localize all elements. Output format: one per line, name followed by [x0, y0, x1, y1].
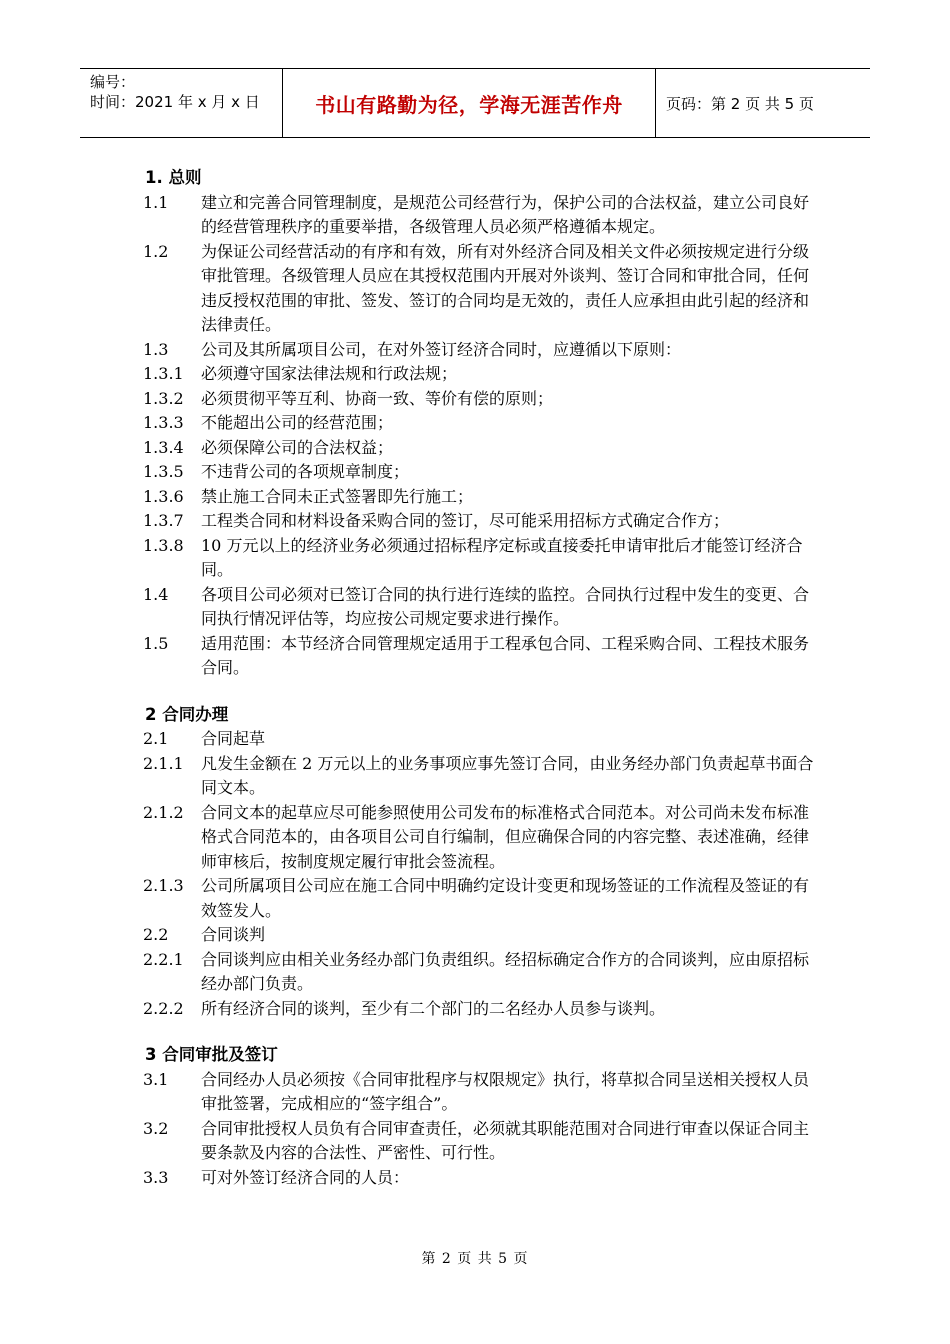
clause-text: 禁止施工合同未正式签署即先行施工； [201, 486, 474, 506]
clause-number: 2.1 [143, 729, 169, 748]
clause-text: 工程类合同和材料设备采购合同的签订，尽可能采用招标方式确定合作方； [201, 511, 730, 530]
clause-text: 合同文本的起草应尽可能参照使用公司发布的标准格式合同范本。对公司尚未发布标准格式合同范本的，由各项目公司自行编制，但应确保合同的内容完整、表述准确，经律师审核后，按制度规定履行审批会签流程。 [201, 802, 810, 871]
clause-text: 为保证公司经营活动的有序和有效，所有对外经济合同及相关文件必须按规定进行分级审批管理。各级管理人员应在其授权范围内开展对外谈判、签订合同和审批合同，任何违反授权范围的审批、签发、签订的合同均是无效的，责任人应承担由此引起的经济和法律责任。 [201, 241, 810, 334]
clause-text: 建立和完善合同管理制度，是规范公司经营行为，保护公司的合法权益，建立公司良好的经营管理秩序的重要举措，各级管理人员必须严格遵循本规定。 [201, 192, 810, 236]
document-body [143, 166, 823, 1190]
clause-number: 3.3 [143, 1167, 169, 1187]
clause-text: 不能超出公司的经营范围； [201, 413, 394, 432]
header-meta [80, 69, 283, 137]
clause-number: 2.1.3 [143, 876, 184, 895]
clause-text: 合同经办人员必须按《合同审批程序与权限规定》执行，将草拟合同呈送相关授权人员审批签署，完成相应的“签字组合”。 [201, 1069, 810, 1113]
clause-number: 1.3 [143, 339, 169, 359]
page-footer: 第 2 页 共 5 页 [421, 1251, 529, 1267]
clause-2-2-2 [143, 997, 823, 1022]
clause-number: 2.2.1 [143, 949, 184, 969]
clause-2-1-1 [143, 752, 823, 801]
doc-number-label: 编号： [90, 73, 136, 91]
clause-number: 1.3.4 [143, 437, 184, 457]
clause-text: 合同审批授权人员负有合同审查责任，必须就其职能范围对合同进行审查以保证合同主要条款及内容的合法性、严密性、可行性。 [201, 1118, 810, 1162]
clause-1-1 [143, 191, 823, 240]
clause-2-1-2 [143, 801, 823, 875]
date-label: 时间：2021 年 x 月 x 日 [90, 93, 260, 111]
clause-number: 2.2 [143, 925, 169, 944]
clause-1-4 [143, 583, 823, 632]
clause-text: 必须遵守国家法律法规和行政法规； [201, 364, 458, 383]
clause-3-2 [143, 1117, 823, 1166]
section-title-1: 1. 总则 [145, 168, 202, 187]
clause-number: 1.3.8 [143, 535, 184, 555]
clause-1-3-7 [143, 509, 823, 534]
clause-1-3-3 [143, 411, 823, 436]
clause-1-3-8 [143, 534, 823, 583]
header-page-info: 页码：第 2 页 共 5 页 [666, 94, 814, 113]
clause-1-3-2 [143, 387, 823, 412]
clause-number: 1.5 [143, 633, 169, 653]
clause-number: 2.1.1 [143, 753, 184, 773]
clause-number: 1.3.3 [143, 413, 184, 432]
clause-2-1-3 [143, 874, 823, 923]
clause-number: 2.1.2 [143, 802, 184, 822]
clause-number: 1.2 [143, 241, 169, 261]
clause-text: 所有经济合同的谈判，至少有二个部门的二名经办人员参与谈判。 [201, 998, 666, 1018]
clause-1-3-4 [143, 436, 823, 461]
clause-2-1 [143, 727, 823, 752]
clause-text: 必须贯彻平等互利、协商一致、等价有偿的原则； [201, 388, 554, 408]
clause-1-5 [143, 632, 823, 681]
clause-text: 合同谈判 [201, 925, 266, 944]
page-header [80, 68, 870, 138]
clause-2-2 [143, 923, 823, 948]
header-motto: 书山有路勤为径，学海无涯苦作舟 [283, 69, 656, 137]
clause-number: 1.3.5 [143, 462, 184, 481]
clause-text: 公司所属项目公司应在施工合同中明确约定设计变更和现场签证的工作流程及签证的有效签发人。 [201, 876, 810, 920]
clause-1-3-1 [143, 362, 823, 387]
clause-text: 凡发生金额在 2 万元以上的业务事项应事先签订合同，由业务经办部门负责起草书面合同文本。 [201, 753, 814, 797]
clause-number: 1.3.6 [143, 486, 184, 506]
clause-number: 3.2 [143, 1118, 169, 1138]
clause-text: 合同谈判应由相关业务经办部门负责组织。经招标确定合作方的合同谈判，应由原招标经办部门负责。 [201, 949, 810, 993]
clause-text: 可对外签订经济合同的人员： [201, 1167, 410, 1187]
clause-text: 10 万元以上的经济业务必须通过招标程序定标或直接委托申请审批后才能签订经济合同。 [201, 535, 803, 579]
clause-text: 不违背公司的各项规章制度； [201, 462, 410, 481]
clause-text: 公司及其所属项目公司，在对外签订经济合同时，应遵循以下原则： [201, 339, 682, 359]
clause-1-3 [143, 338, 823, 363]
clause-text: 必须保障公司的合法权益； [201, 437, 394, 457]
clause-number: 1.4 [143, 584, 169, 604]
clause-2-2-1 [143, 948, 823, 997]
clause-text: 各项目公司必须对已签订合同的执行进行连续的监控。合同执行过程中发生的变更、合同执行情况评估等，均应按公司规定要求进行操作。 [201, 584, 810, 628]
clause-text: 适用范围：本节经济合同管理规定适用于工程承包合同、工程采购合同、工程技术服务合同。 [201, 633, 810, 677]
clause-number: 1.1 [143, 192, 169, 212]
clause-1-3-6 [143, 485, 823, 510]
clause-number: 1.3.7 [143, 511, 184, 530]
section-title-2: 2 合同办理 [145, 704, 229, 724]
clause-1-2 [143, 240, 823, 338]
section-title-3: 3 合同审批及签订 [145, 1045, 278, 1064]
clause-number: 1.3.2 [143, 388, 184, 408]
clause-1-3-5 [143, 460, 823, 485]
clause-number: 1.3.1 [143, 364, 184, 383]
clause-3-1 [143, 1068, 823, 1117]
clause-text: 合同起草 [201, 729, 266, 748]
clause-3-3 [143, 1166, 823, 1191]
clause-number: 2.2.2 [143, 998, 184, 1018]
clause-number: 3.1 [143, 1069, 169, 1089]
